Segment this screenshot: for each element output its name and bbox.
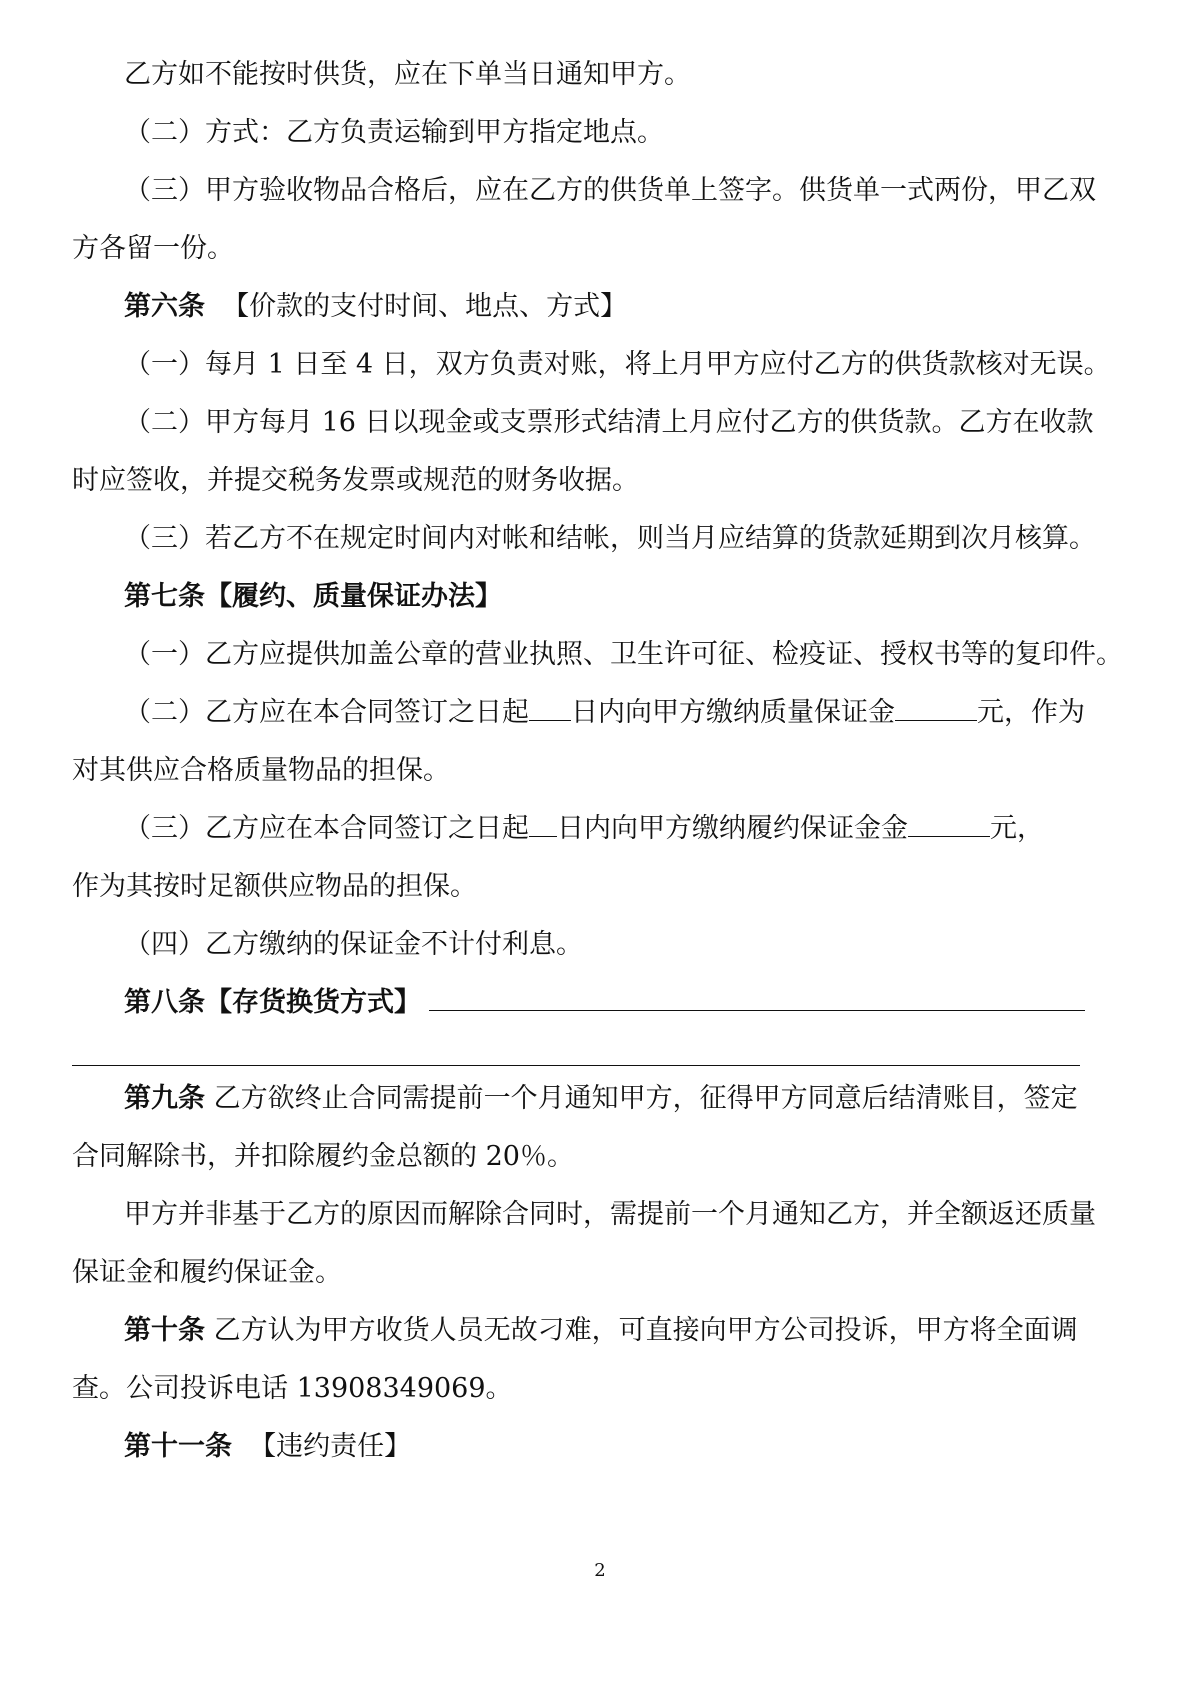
article-6-number: 第六条: [124, 291, 205, 322]
article-9-line4: 保证金和履约保证金。: [72, 1257, 342, 1288]
article-6-clause-1: （一）每月 1 日至 4 日，双方负责对账，将上月甲方应付乙方的供货款核对无误。: [124, 349, 1111, 380]
article-10-number: 第十条: [124, 1315, 205, 1346]
clause-text-mid: 日内向甲方缴纳质量保证金: [571, 697, 895, 728]
article-7-clause-4: （四）乙方缴纳的保证金不计付利息。: [124, 929, 583, 960]
article-8-title: 第八条【存货换货方式】: [124, 987, 421, 1018]
article-10-line1: [124, 1313, 1078, 1349]
article-7-clause-2-line1: [124, 695, 1085, 731]
paragraph-delivery-notice: 乙方如不能按时供货，应在下单当日通知甲方。: [124, 59, 691, 90]
article-9-line2: 合同解除书，并扣除履约金总额的 20％。: [72, 1141, 574, 1172]
article-6-clause-2-line2: 时应签收，并提交税务发票或规范的财务收据。: [72, 465, 639, 496]
clause-acceptance-line1: （三）甲方验收物品合格后，应在乙方的供货单上签字。供货单一式两份，甲乙双: [124, 175, 1096, 206]
article-9-text: 乙方欲终止合同需提前一个月通知甲方，征得甲方同意后结清账目，签定: [213, 1083, 1078, 1114]
article-9-number: 第九条: [124, 1083, 205, 1114]
article-7-clause-3-line1: [124, 811, 1044, 847]
article-7-heading: 第七条【履约、质量保证办法】: [124, 581, 502, 612]
blank-amount-field[interactable]: [895, 698, 977, 721]
article-7-clause-2-line2: 对其供应合格质量物品的担保。: [72, 755, 450, 786]
article-10-line2: 查。公司投诉电话 13908349069。: [72, 1373, 513, 1404]
blank-days-field[interactable]: [529, 698, 571, 721]
blank-line-continuation[interactable]: [72, 1065, 1080, 1066]
blank-exchange-method-field[interactable]: [429, 988, 1085, 1011]
clause-text-pre: （三）乙方应在本合同签订之日起: [124, 813, 529, 844]
article-11-heading: [124, 1429, 411, 1465]
article-6-heading: [124, 289, 627, 325]
article-9-line3: 甲方并非基于乙方的原因而解除合同时，需提前一个月通知乙方，并全额返还质量: [124, 1199, 1096, 1230]
blank-days-field[interactable]: [529, 814, 557, 837]
clause-acceptance-line2: 方各留一份。: [72, 233, 234, 264]
clause-text-post: 元，: [990, 813, 1044, 844]
article-6-clause-3: （三）若乙方不在规定时间内对帐和结帐，则当月应结算的货款延期到次月核算。: [124, 523, 1096, 554]
article-11-number: 第十一条: [124, 1431, 232, 1462]
article-7-clause-3-line2: 作为其按时足额供应物品的担保。: [72, 871, 477, 902]
clause-delivery-method: [124, 115, 664, 151]
article-11-title: 【违约责任】: [249, 1431, 412, 1462]
blank-amount-field[interactable]: [908, 814, 990, 837]
clause-text-mid: 日内向甲方缴纳履约保证金金: [557, 813, 908, 844]
page-number: 2: [594, 1560, 606, 1581]
article-10-text: 乙方认为甲方收货人员无故刁难，可直接向甲方公司投诉，甲方将全面调: [213, 1315, 1078, 1346]
article-6-title: 【价款的支付时间、地点、方式】: [222, 291, 628, 322]
article-7-clause-1: （一）乙方应提供加盖公章的营业执照、卫生许可征、检疫证、授权书等的复印件。: [124, 639, 1123, 670]
article-6-clause-2-line1: （二）甲方每月 16 日以现金或支票形式结清上月应付乙方的供货款。乙方在收款: [124, 407, 1094, 438]
clause-text: （二）方式：乙方负责运输到甲方指定地点。: [124, 117, 664, 148]
article-9-line1: [124, 1081, 1078, 1117]
clause-text-pre: （二）乙方应在本合同签订之日起: [124, 697, 529, 728]
clause-text-post: 元，作为: [977, 697, 1085, 728]
article-8-heading: [124, 985, 1085, 1021]
